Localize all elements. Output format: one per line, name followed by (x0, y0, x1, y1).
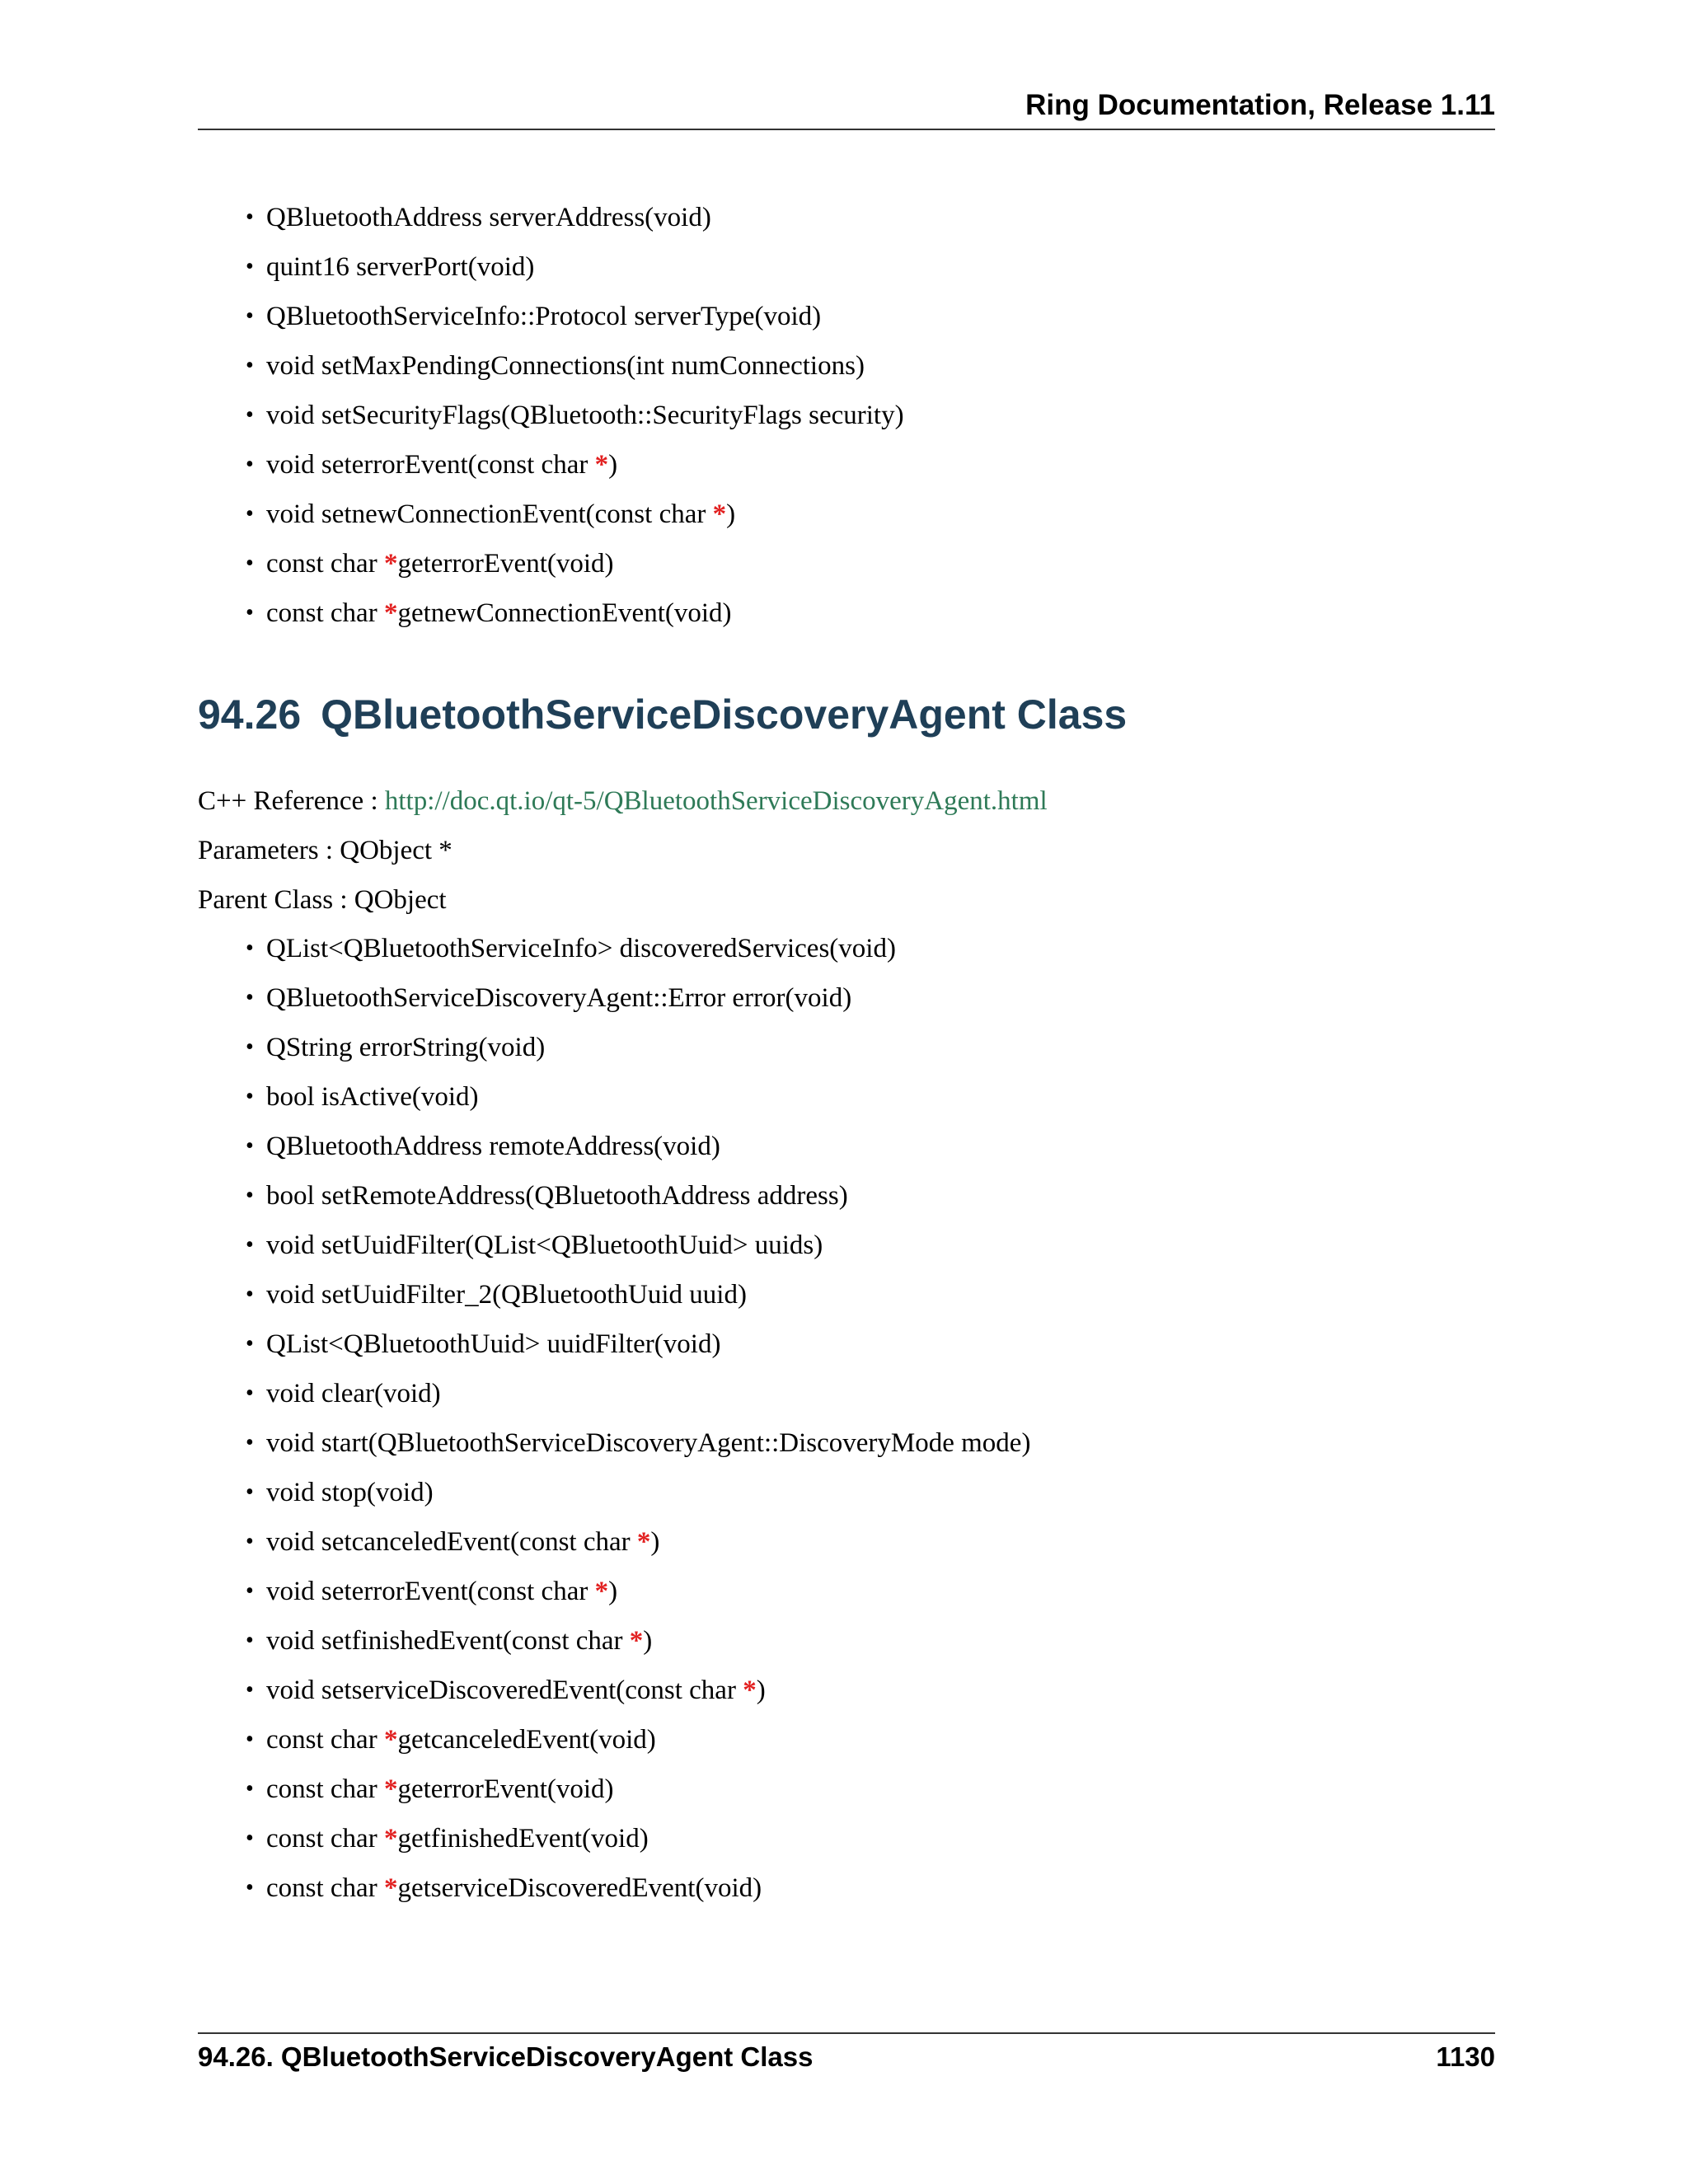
list-item (246, 391, 904, 440)
list-item (246, 1666, 1030, 1715)
item-text: const char (266, 598, 384, 628)
list-item (246, 1814, 1030, 1863)
bullet-icon: • (246, 1479, 254, 1505)
bullet-icon: • (246, 1232, 254, 1258)
bullet-icon: • (246, 204, 254, 230)
bullet-icon: • (246, 935, 254, 961)
section-heading (198, 686, 1127, 743)
item-text: const char (266, 1873, 384, 1903)
item-text: void setUuidFilter(QList<QBluetoothUuid> uuids) (266, 1230, 823, 1260)
pointer-asterisk: * (383, 1774, 398, 1804)
list-item (246, 341, 904, 391)
list-item (246, 588, 904, 638)
bullet-icon: • (246, 303, 254, 329)
bullet-icon: • (246, 600, 254, 626)
list-item (246, 1122, 1030, 1171)
bullet-icon: • (246, 1727, 254, 1752)
item-text: bool setRemoteAddress(QBluetoothAddress address) (266, 1181, 848, 1211)
pointer-asterisk: * (629, 1626, 644, 1656)
item-text: const char (266, 1774, 384, 1804)
list-item (246, 1171, 1030, 1221)
list-item (246, 242, 904, 292)
list-item (246, 1468, 1030, 1517)
item-text: QBluetoothAddress serverAddress(void) (266, 203, 711, 232)
list-item (246, 1369, 1030, 1418)
item-text-suffix: ) (726, 499, 736, 529)
item-text: const char (266, 1725, 384, 1755)
item-text-suffix: getserviceDiscoveredEvent(void) (397, 1873, 762, 1903)
item-text: bool isActive(void) (266, 1082, 479, 1112)
item-text: QBluetoothServiceInfo::Protocol serverType(void) (266, 302, 822, 331)
item-text-suffix: geterrorEvent(void) (397, 549, 614, 579)
bullet-icon: • (246, 501, 254, 527)
bullet-icon: • (246, 1133, 254, 1159)
item-text: QBluetoothAddress remoteAddress(void) (266, 1132, 720, 1161)
bullet-icon: • (246, 985, 254, 1010)
item-text: const char (266, 1824, 384, 1854)
list-item (246, 1765, 1030, 1814)
item-text-suffix: geterrorEvent(void) (397, 1774, 614, 1804)
class-method-list (246, 924, 1030, 1913)
bullet-icon: • (246, 1529, 254, 1554)
item-text: QList<QBluetoothServiceInfo> discoveredServices(void) (266, 934, 896, 963)
bullet-icon: • (246, 1628, 254, 1653)
page-header (198, 89, 1495, 130)
item-text: void start(QBluetoothServiceDiscoveryAgent::DiscoveryMode mode) (266, 1428, 1031, 1458)
bullet-icon: • (246, 551, 254, 576)
pointer-asterisk: * (743, 1675, 757, 1705)
item-text-suffix: ) (608, 450, 618, 480)
cpp-reference-label: C++ Reference : (198, 786, 385, 816)
pointer-asterisk: * (383, 598, 398, 628)
footer-section-label: 94.26. QBluetoothServiceDiscoveryAgent Class (198, 2041, 814, 2072)
list-item (246, 1616, 1030, 1666)
item-text-suffix: ) (608, 1577, 618, 1606)
bullet-icon: • (246, 1875, 254, 1900)
page-footer (198, 2032, 1495, 2082)
pointer-asterisk: * (383, 549, 398, 579)
pointer-asterisk: * (383, 1873, 398, 1903)
pointer-asterisk: * (383, 1824, 398, 1854)
list-item (246, 193, 904, 242)
item-text: void setfinishedEvent(const char (266, 1626, 630, 1656)
bullet-icon: • (246, 1825, 254, 1851)
item-text: void setSecurityFlags(QBluetooth::SecurityFlags security) (266, 401, 904, 430)
section-title: QBluetoothServiceDiscoveryAgent Class (321, 691, 1128, 738)
parent-class-line: Parent Class : QObject (198, 885, 447, 915)
item-text: void stop(void) (266, 1478, 434, 1507)
item-text: void setcanceledEvent(const char (266, 1527, 637, 1557)
item-text-suffix: ) (756, 1675, 766, 1705)
list-item (246, 924, 1030, 973)
previous-class-method-list (246, 193, 904, 638)
pointer-asterisk: * (636, 1527, 651, 1557)
item-text: QString errorString(void) (266, 1033, 546, 1062)
list-item (246, 1715, 1030, 1765)
item-text: void seterrorEvent(const char (266, 1577, 595, 1606)
section-number: 94.26 (198, 691, 302, 738)
list-item (246, 1023, 1030, 1072)
list-item (246, 1517, 1030, 1567)
item-text-suffix: getfinishedEvent(void) (397, 1824, 649, 1854)
pointer-asterisk: * (712, 499, 727, 529)
item-text: void setnewConnectionEvent(const char (266, 499, 713, 529)
item-text-suffix: ) (650, 1527, 660, 1557)
item-text: void clear(void) (266, 1379, 441, 1408)
document-title: Ring Documentation, Release 1.11 (1025, 89, 1495, 121)
bullet-icon: • (246, 1084, 254, 1109)
bullet-icon: • (246, 353, 254, 378)
bullet-icon: • (246, 1776, 254, 1802)
item-text: void setserviceDiscoveredEvent(const char (266, 1675, 743, 1705)
list-item (246, 973, 1030, 1023)
list-item (246, 1270, 1030, 1319)
list-item (246, 1221, 1030, 1270)
item-text: QBluetoothServiceDiscoveryAgent::Error error(void) (266, 983, 852, 1013)
list-item (246, 539, 904, 588)
parameters-line: Parameters : QObject * (198, 836, 452, 865)
bullet-icon: • (246, 1578, 254, 1604)
bullet-icon: • (246, 1282, 254, 1307)
page-number: 1130 (1436, 2041, 1495, 2072)
pointer-asterisk: * (594, 450, 609, 480)
list-item (246, 1072, 1030, 1122)
pointer-asterisk: * (383, 1725, 398, 1755)
cpp-reference-link[interactable]: http://doc.qt.io/qt-5/QBluetoothServiceDiscoveryAgent.html (384, 786, 1048, 816)
list-item (246, 1319, 1030, 1369)
item-text: void seterrorEvent(const char (266, 450, 595, 480)
bullet-icon: • (246, 452, 254, 477)
item-text-suffix: ) (643, 1626, 653, 1656)
bullet-icon: • (246, 254, 254, 279)
item-text: void setMaxPendingConnections(int numConnections) (266, 351, 865, 381)
list-item (246, 1418, 1030, 1468)
item-text: quint16 serverPort(void) (266, 252, 535, 282)
list-item (246, 490, 904, 539)
bullet-icon: • (246, 1034, 254, 1060)
bullet-icon: • (246, 1677, 254, 1703)
bullet-icon: • (246, 1183, 254, 1208)
pointer-asterisk: * (594, 1577, 609, 1606)
item-text: const char (266, 549, 384, 579)
list-item (246, 1863, 1030, 1913)
bullet-icon: • (246, 1331, 254, 1357)
item-text: QList<QBluetoothUuid> uuidFilter(void) (266, 1329, 721, 1359)
list-item (246, 440, 904, 490)
bullet-icon: • (246, 402, 254, 428)
bullet-icon: • (246, 1430, 254, 1455)
item-text-suffix: getnewConnectionEvent(void) (397, 598, 732, 628)
list-item (246, 1567, 1030, 1616)
list-item (246, 292, 904, 341)
cpp-reference-line (198, 776, 1048, 826)
bullet-icon: • (246, 1380, 254, 1406)
item-text-suffix: getcanceledEvent(void) (397, 1725, 656, 1755)
item-text: void setUuidFilter_2(QBluetoothUuid uuid) (266, 1280, 747, 1310)
